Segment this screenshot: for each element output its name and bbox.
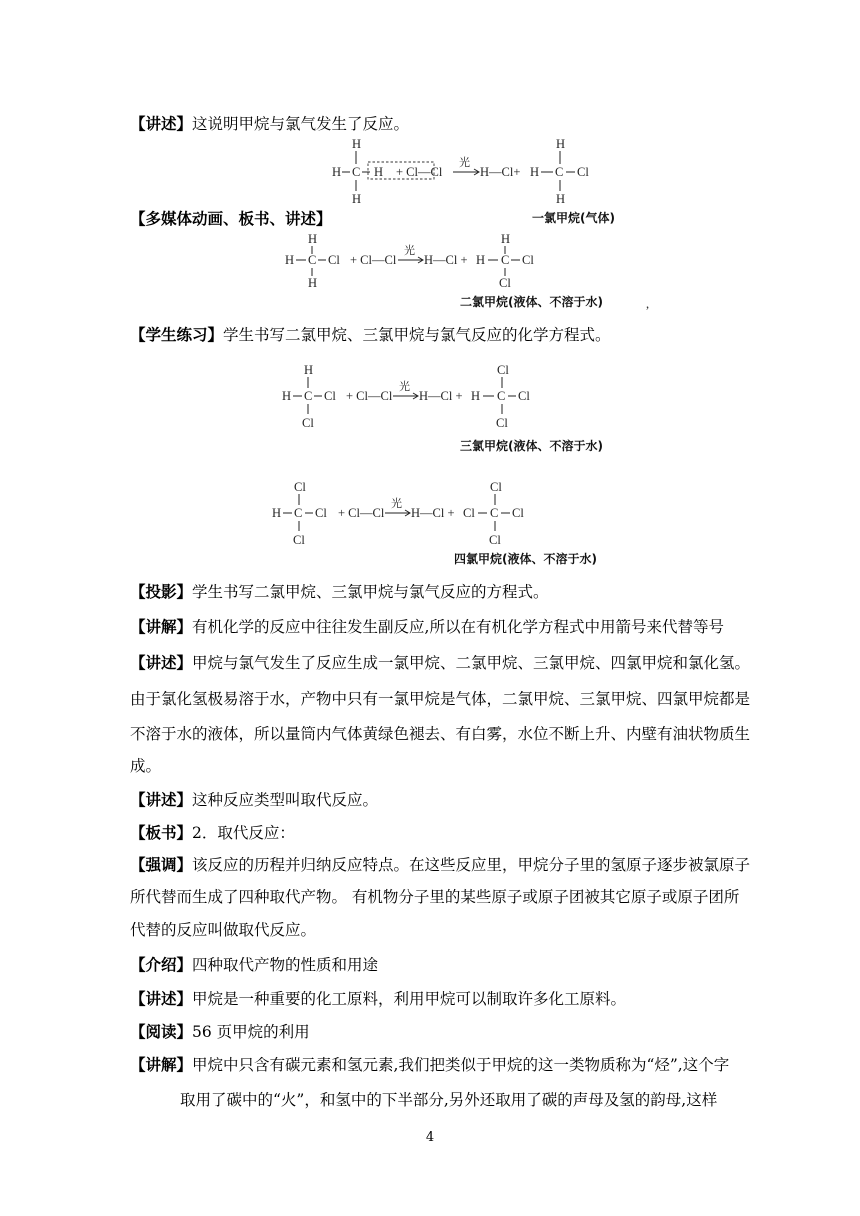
page-number: 4: [425, 1130, 435, 1145]
eq2-c: C: [308, 253, 317, 267]
eq3-p-h-left: H: [471, 389, 481, 403]
paragraph-continuation: 成。: [130, 757, 162, 775]
eq3-cl-right: Cl: [324, 389, 336, 403]
paragraph-text: 甲烷是一种重要的化工原料，利用甲烷可以制取许多化工原料。: [192, 990, 627, 1008]
eq2-h-top: H: [308, 232, 318, 246]
section-tag: 【学生练习】: [130, 326, 224, 344]
eq4-p-cl-right: Cl: [512, 506, 524, 520]
eq2-p-c: C: [501, 253, 510, 267]
eq4-arrow-label: 光: [391, 498, 402, 510]
paragraph-text: 甲烷中只含有碳元素和氢元素,我们把类似于甲烷的这一类物质称为“烃”,这个字: [192, 1056, 730, 1074]
section-tag: 【讲述】: [130, 654, 193, 672]
section-tag: 【板书】: [130, 824, 193, 842]
paragraph-continuation: 由于氯化氢极易溶于水，产物中只有一氯甲烷是气体，二氯甲烷、三氯甲烷、四氯甲烷都是: [130, 690, 751, 708]
eq1-p-cl: Cl: [577, 165, 589, 179]
equation-trichloromethane: [280, 360, 660, 460]
eq1-h-reactive: H: [374, 165, 384, 179]
paragraph-text: 学生书写二氯甲烷、三氯甲烷与氯气反应的方程式。: [192, 583, 549, 601]
paragraph-explanation-side-reaction: [130, 617, 724, 637]
eq2-reagent: + Cl—Cl: [350, 253, 397, 267]
paragraph-narration-products: [130, 653, 750, 673]
eq1-c: C: [352, 165, 361, 179]
paragraph-multimedia: [130, 209, 332, 229]
eq1-h-bottom: H: [352, 192, 362, 206]
eq3-p-cl-right: Cl: [518, 389, 530, 403]
section-tag: 【投影】: [130, 583, 193, 601]
paragraph-continuation: 不溶于水的液体，所以量筒内气体黄绿色褪去、有白雾，水位不断上升、内壁有油状物质生: [130, 725, 751, 743]
paragraph-projection: [130, 582, 549, 602]
eq4-p-c: C: [490, 506, 499, 520]
section-tag: 【讲解】: [130, 618, 193, 636]
paragraph-text: 2．取代反应：: [192, 824, 295, 842]
paragraph-text: 56 页甲烷的利用: [192, 1023, 310, 1041]
paragraph-continuation: 所代替而生成了四种取代产物。 有机物分子里的某些原子或原子团被其它原子或原子团所: [130, 888, 740, 906]
paragraph-continuation: 取用了碳中的“火”，和氢中的下半部分,另外还取用了碳的声母及氢的韵母,这样: [180, 1091, 718, 1109]
paragraph-reading: [130, 1022, 310, 1042]
eq4-p-cl-left: Cl: [463, 506, 475, 520]
eq4-reagent: + Cl—Cl: [338, 506, 385, 520]
equation-dichloromethane: [280, 230, 670, 315]
paragraph-introduction: [130, 955, 378, 975]
eq2-p-cl-bottom: Cl: [499, 276, 511, 290]
paragraph-narration-raw-material: [130, 989, 626, 1009]
section-tag: 【阅读】: [130, 1023, 193, 1041]
eq4-p-cl-bottom: Cl: [489, 533, 501, 547]
eq4-h-left: H: [272, 506, 282, 520]
eq3-h-left: H: [282, 389, 292, 403]
eq3-reagent: + Cl—Cl: [346, 389, 393, 403]
eq1-p-h-top: H: [556, 137, 566, 151]
paragraph-continuation: 代替的反应叫做取代反应。: [130, 921, 317, 939]
paragraph-board-writing: [130, 823, 295, 843]
paragraph-explanation-hydrocarbon: [130, 1055, 729, 1075]
eq2-h-left: H: [285, 253, 295, 267]
eq3-caption: 三氯甲烷(液体、不溶于水): [460, 439, 603, 453]
equation-tetrachloromethane: [270, 475, 650, 570]
eq3-c: C: [304, 389, 313, 403]
eq1-p-c: C: [555, 165, 564, 179]
eq3-cl-bottom: Cl: [302, 416, 314, 430]
paragraph-text: 甲烷与氯气发生了反应生成一氯甲烷、二氯甲烷、三氯甲烷、四氯甲烷和氯化氢。: [192, 654, 751, 672]
eq1-p-h-left: H: [530, 165, 540, 179]
eq3-p-cl-top: Cl: [497, 363, 509, 377]
section-tag: 【多媒体动画、板书、讲述】: [130, 210, 332, 228]
eq2-p-cl-right: Cl: [522, 253, 534, 267]
eq1-arrow-label: 光: [459, 157, 470, 169]
eq4-cl-right: Cl: [315, 506, 327, 520]
paragraph-text: 四种取代产物的性质和用途: [192, 956, 379, 974]
eq1-cl-cl: + Cl—Cl: [396, 165, 443, 179]
section-tag: 【讲述】: [130, 115, 193, 133]
section-tag: 【讲解】: [130, 1056, 193, 1074]
section-tag: 【讲述】: [130, 791, 193, 809]
eq2-arrow-label: 光: [404, 245, 415, 257]
eq2-caption: 二氯甲烷(液体、不溶于水): [460, 295, 603, 309]
eq3-p-c: C: [497, 389, 506, 403]
eq2-cl-right: Cl: [328, 253, 340, 267]
eq4-caption: 四氯甲烷(液体、不溶于水): [454, 552, 597, 566]
eq1-hcl: H—Cl+: [480, 165, 521, 179]
eq3-arrow-label: 光: [399, 381, 410, 393]
eq4-cl-bottom: Cl: [293, 533, 305, 547]
eq2-p-h-top: H: [501, 232, 511, 246]
eq4-hcl: H—Cl +: [411, 506, 455, 520]
eq1-h-left: H: [332, 165, 342, 179]
equation-methane-chlorination: [320, 135, 620, 230]
eq4-cl-top: Cl: [294, 480, 306, 494]
section-tag: 【介绍】: [130, 956, 193, 974]
eq1-caption: 一氯甲烷(气体): [532, 211, 615, 225]
eq3-p-cl-bottom: Cl: [496, 416, 508, 430]
paragraph-text: 该反应的历程并归纳反应特点。在这些反应里，甲烷分子里的氢原子逐步被氯原子: [192, 856, 751, 874]
paragraph-emphasis: [130, 855, 750, 875]
eq2-h-bottom: H: [308, 276, 318, 290]
eq1-h-top: H: [352, 137, 362, 151]
section-tag: 【强调】: [130, 856, 193, 874]
paragraph-text: 这种反应类型叫取代反应。: [192, 791, 379, 809]
eq1-p-h-bottom: H: [556, 192, 566, 206]
eq4-c: C: [294, 506, 303, 520]
eq2-comma: ,: [646, 297, 650, 311]
paragraph-text: 这说明甲烷与氯气发生了反应。: [192, 115, 410, 133]
eq2-hcl: H—Cl +: [424, 253, 468, 267]
paragraph-text: 学生书写二氯甲烷、三氯甲烷与氯气反应的化学方程式。: [223, 326, 611, 344]
paragraph-student-practice: [130, 325, 611, 345]
eq3-hcl: H—Cl +: [419, 389, 463, 403]
paragraph-text: 有机化学的反应中往往发生副反应,所以在有机化学方程式中用箭号来代替等号: [192, 618, 724, 636]
paragraph-narration-reaction-type: [130, 790, 378, 810]
eq3-h-top: H: [304, 363, 314, 377]
eq2-p-h-left: H: [476, 253, 486, 267]
paragraph-narration-1: [130, 114, 409, 134]
eq4-p-cl-top: Cl: [490, 480, 502, 494]
section-tag: 【讲述】: [130, 990, 193, 1008]
